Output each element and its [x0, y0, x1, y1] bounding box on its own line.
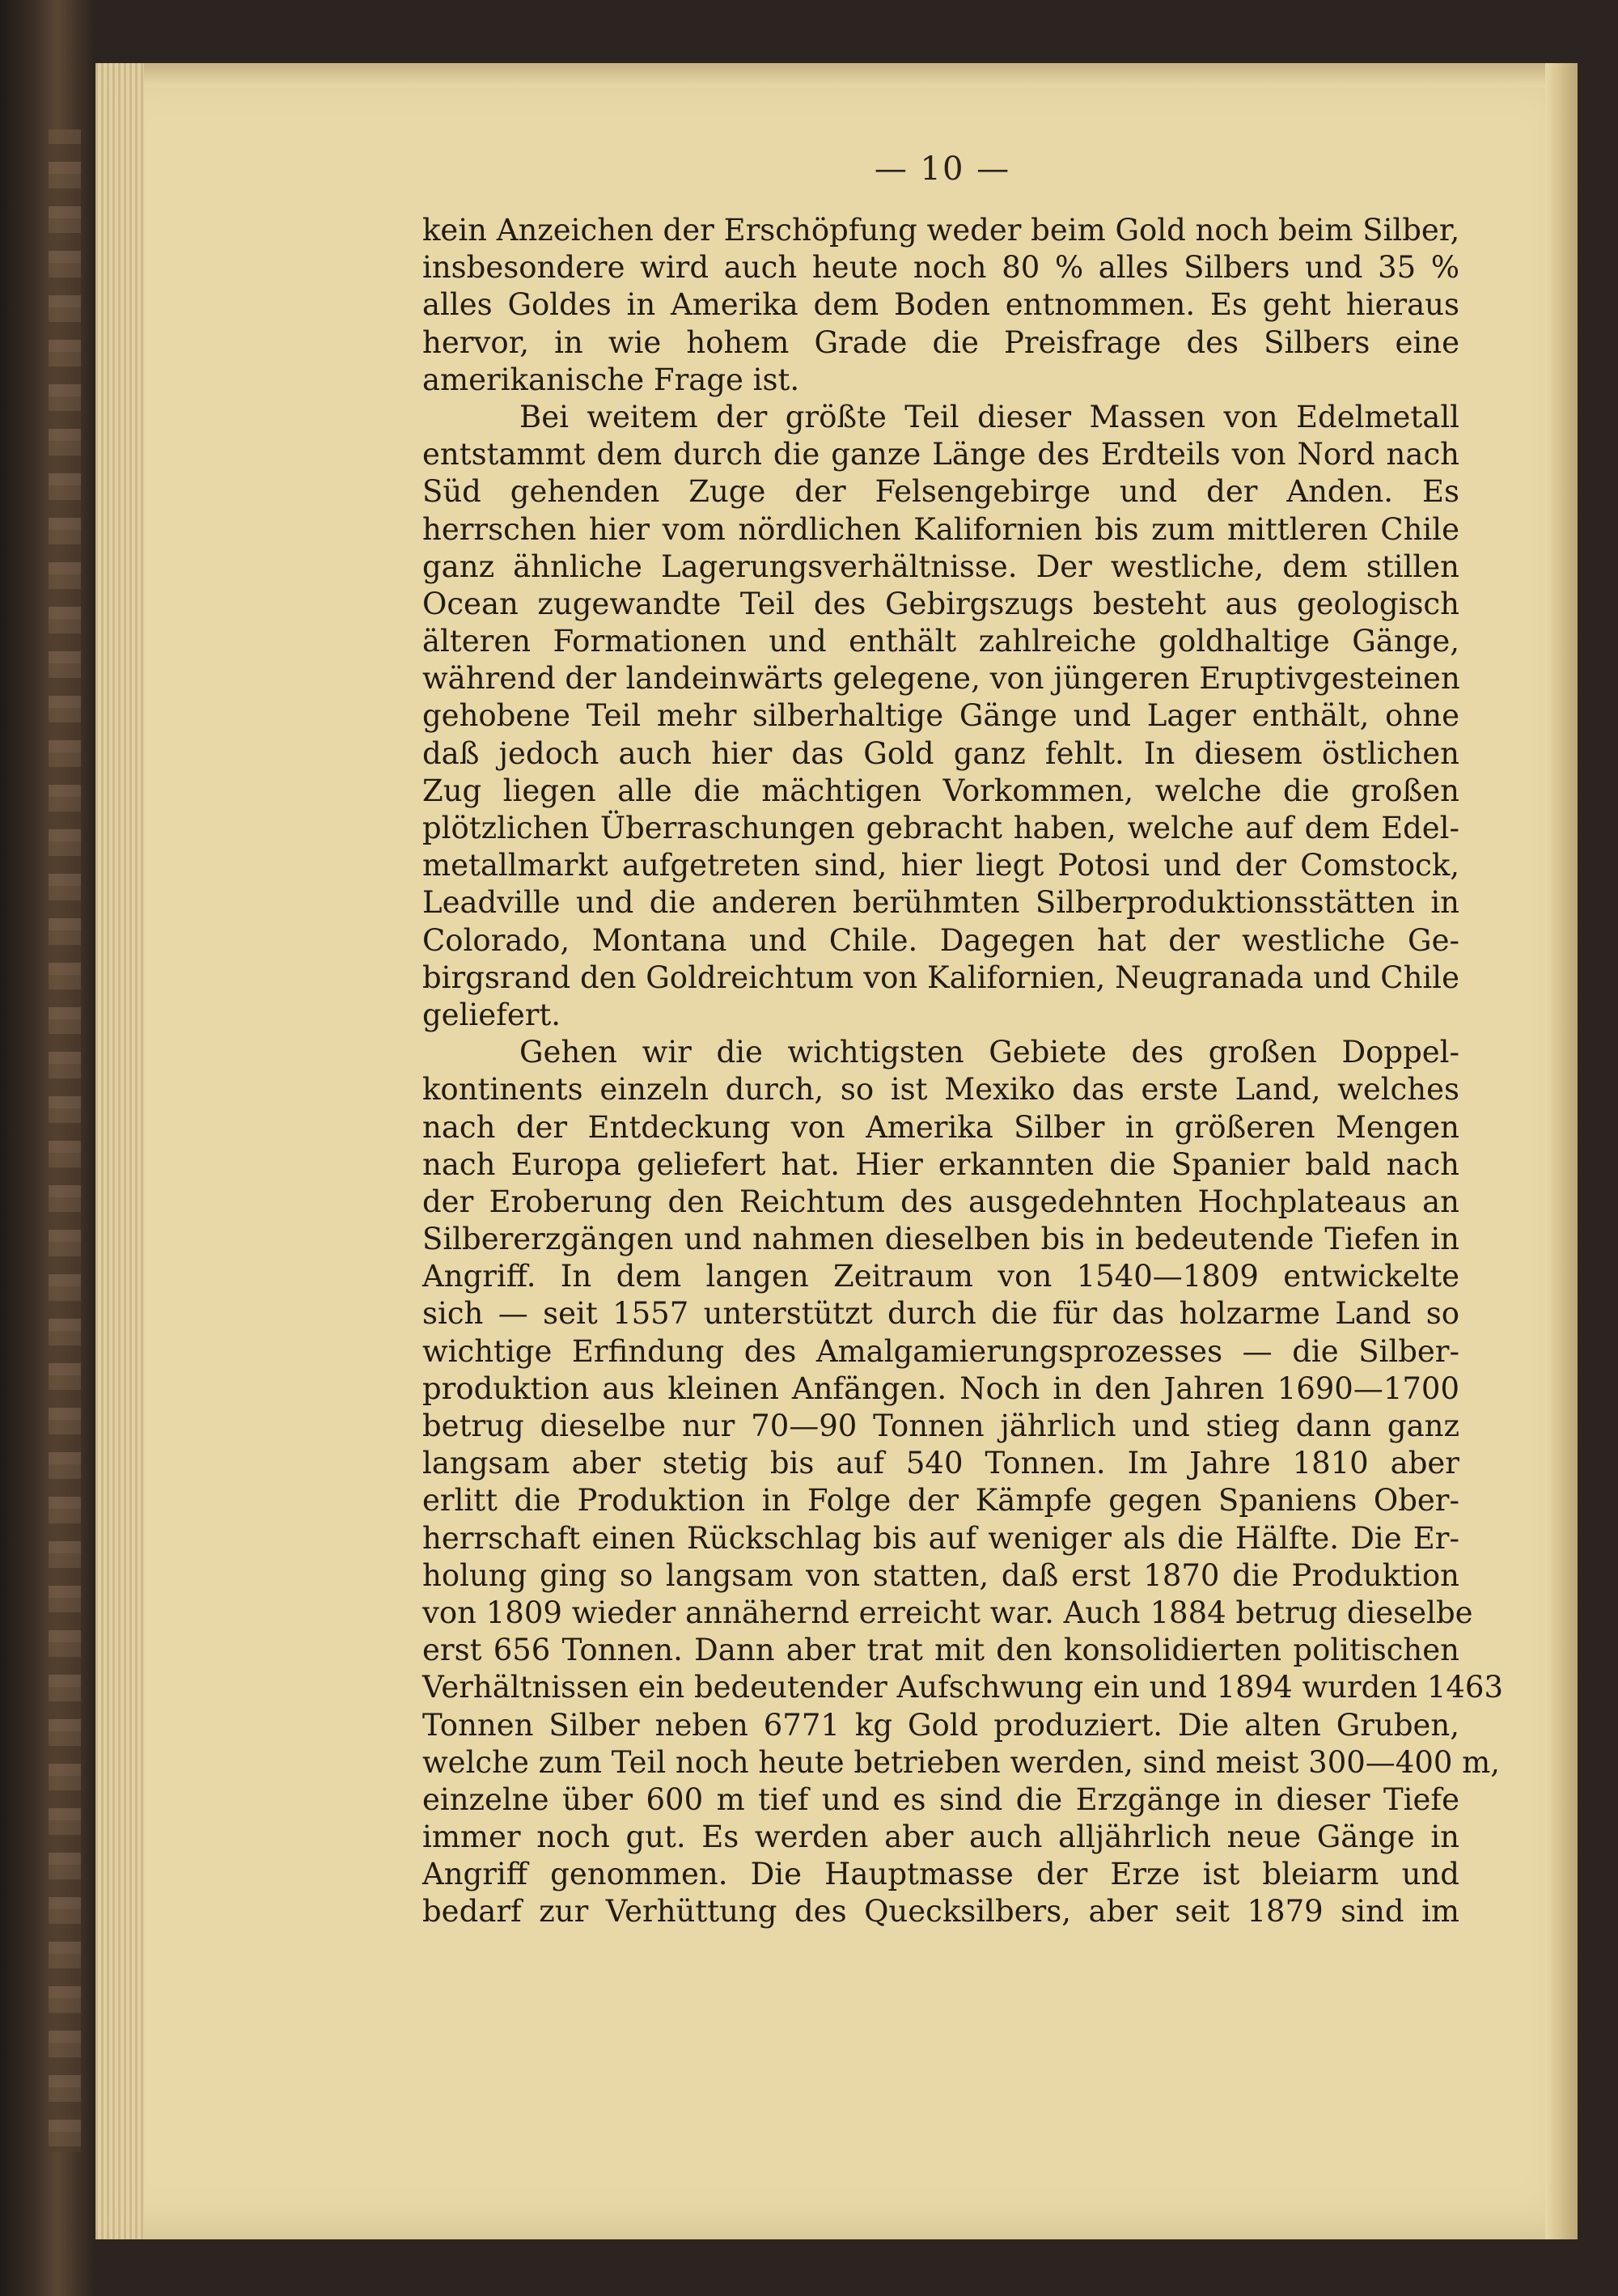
- text-line: wichtige Erfindung des Amalgamierungsprozesses — die Silber-: [422, 1333, 1459, 1369]
- text-line: erst 656 Tonnen. Dann aber trat mit den konsolidierten politischen: [422, 1633, 1459, 1668]
- text-line: von 1809 wieder annähernd erreicht war. Auch 1884 betrug dieselbe: [422, 1595, 1473, 1630]
- text-line: geliefert.: [422, 997, 561, 1032]
- text-line: entstammt dem durch die ganze Länge des Erdteils von Nord nach: [422, 437, 1459, 472]
- text-line: produktion aus kleinen Anfängen. Noch in den Jahren 1690—1700: [422, 1370, 1459, 1406]
- text-line: ganz ähnliche Lagerungsverhältnisse. Der westliche, dem stillen: [422, 549, 1459, 584]
- text-line: kontinents einzeln durch, so ist Mexiko das erste Land, welches: [422, 1072, 1459, 1108]
- text-line: metallmarkt aufgetreten sind, hier liegt Potosi und der Comstock,: [422, 848, 1459, 883]
- page-right-edge: [1545, 63, 1578, 2239]
- text-line: während der landeinwärts gelegene, von jüngeren Eruptivgesteinen: [422, 661, 1460, 697]
- text-line: insbesondere wird auch heute noch 80 % alles Silbers und 35 %: [422, 250, 1459, 286]
- text-line: immer noch gut. Es werden aber auch alljährlich neue Gänge in: [422, 1819, 1459, 1855]
- text-line: amerikanische Frage ist.: [422, 362, 800, 397]
- page-stack-edge: [95, 63, 144, 2239]
- text-line: kein Anzeichen der Erschöpfung weder beim Gold noch beim Silber,: [422, 213, 1460, 248]
- text-line: gehobene Teil mehr silberhaltige Gänge und Lager enthält, ohne: [422, 698, 1459, 734]
- text-line: nach der Entdeckung von Amerika Silber in größeren Mengen: [422, 1109, 1459, 1145]
- text-line: der Eroberung den Reichtum des ausgedehnten Hochplateaus an: [422, 1184, 1459, 1219]
- text-line: erlitt die Produktion in Folge der Kämpfe gegen Spaniens Ober-: [422, 1483, 1459, 1519]
- text-line: betrug dieselbe nur 70—90 Tonnen jährlich und stieg dann ganz: [422, 1409, 1459, 1443]
- text-line: birgsrand den Goldreichtum von Kalifornien, Neugranada und Chile: [422, 959, 1459, 995]
- book-cover-binding: [0, 0, 95, 2296]
- text-line: langsam aber stetig bis auf 540 Tonnen. Im Jahre 1810 aber: [422, 1446, 1459, 1481]
- text-line: Ocean zugewandte Teil des Gebirgszugs besteht aus geologisch: [422, 586, 1459, 621]
- text-line: Süd gehenden Zuge der Felsengebirge und der Anden. Es: [422, 474, 1459, 510]
- binding-texture: [49, 129, 81, 2152]
- text-line: bedarf zur Verhüttung des Quecksilbers, aber seit 1879 sind im: [422, 1894, 1459, 1930]
- body-text: [422, 212, 1503, 1931]
- text-line: welche zum Teil noch heute betrieben werden, sind meist 300—400 m,: [422, 1744, 1501, 1780]
- text-line: Gehen wir die wichtigsten Gebiete des großen Doppel-: [519, 1035, 1459, 1070]
- text-line: hervor, in wie hohem Grade die Preisfrage des Silbers eine: [422, 324, 1459, 360]
- text-line: herrschaft einen Rückschlag bis auf weniger als die Hälfte. Die Er-: [422, 1520, 1459, 1556]
- text-line: Zug liegen alle die mächtigen Vorkommen, welche die großen: [422, 773, 1459, 808]
- text-line: Colorado, Montana und Chile. Dagegen hat der westliche Ge-: [422, 922, 1459, 958]
- page-top-edge: [144, 63, 1578, 87]
- text-line: älteren Formationen und enthält zahlreiche goldhaltige Gänge,: [422, 624, 1459, 659]
- text-line: alles Goldes in Amerika dem Boden entnommen. Es geht hieraus: [422, 287, 1459, 323]
- text-line: holung ging so langsam von statten, daß erst 1870 die Produktion: [422, 1557, 1459, 1593]
- text-line: Tonnen Silber neben 6771 kg Gold produziert. Die alten Gruben,: [422, 1707, 1459, 1743]
- text-line: einzelne über 600 m tief und es sind die Erzgänge in dieser Tiefe: [422, 1781, 1459, 1817]
- text-line: Silbererzgängen und nahmen dieselben bis in bedeutende Tiefen in: [422, 1222, 1459, 1257]
- text-line: Verhältnissen ein bedeutender Aufschwung ein und 1894 wurden 1463: [422, 1670, 1503, 1705]
- text-line: Angriff. In dem langen Zeitraum von 1540—1809 entwickelte: [422, 1259, 1459, 1294]
- text-line: sich — seit 1557 unterstützt durch die für das holzarme Land so: [422, 1296, 1459, 1332]
- text-line: Angriff genommen. Die Hauptmasse der Erze ist bleiarm und: [422, 1857, 1459, 1892]
- text-line: herrschen hier vom nördlichen Kalifornien bis zum mittleren Chile: [422, 511, 1459, 547]
- text-line: nach Europa geliefert hat. Hier erkannten die Spanier bald nach: [422, 1146, 1459, 1182]
- page-number: — 10 —: [874, 150, 1011, 188]
- text-line: daß jedoch auch hier das Gold ganz fehlt. In diesem östlichen: [422, 735, 1459, 771]
- text-line: Bei weitem der größte Teil dieser Massen von Edelmetall: [519, 399, 1459, 434]
- text-line: plötzlichen Überraschungen gebracht haben, welche auf dem Edel-: [422, 811, 1459, 845]
- text-line: Leadville und die anderen berühmten Silberproduktionsstätten in: [422, 885, 1459, 921]
